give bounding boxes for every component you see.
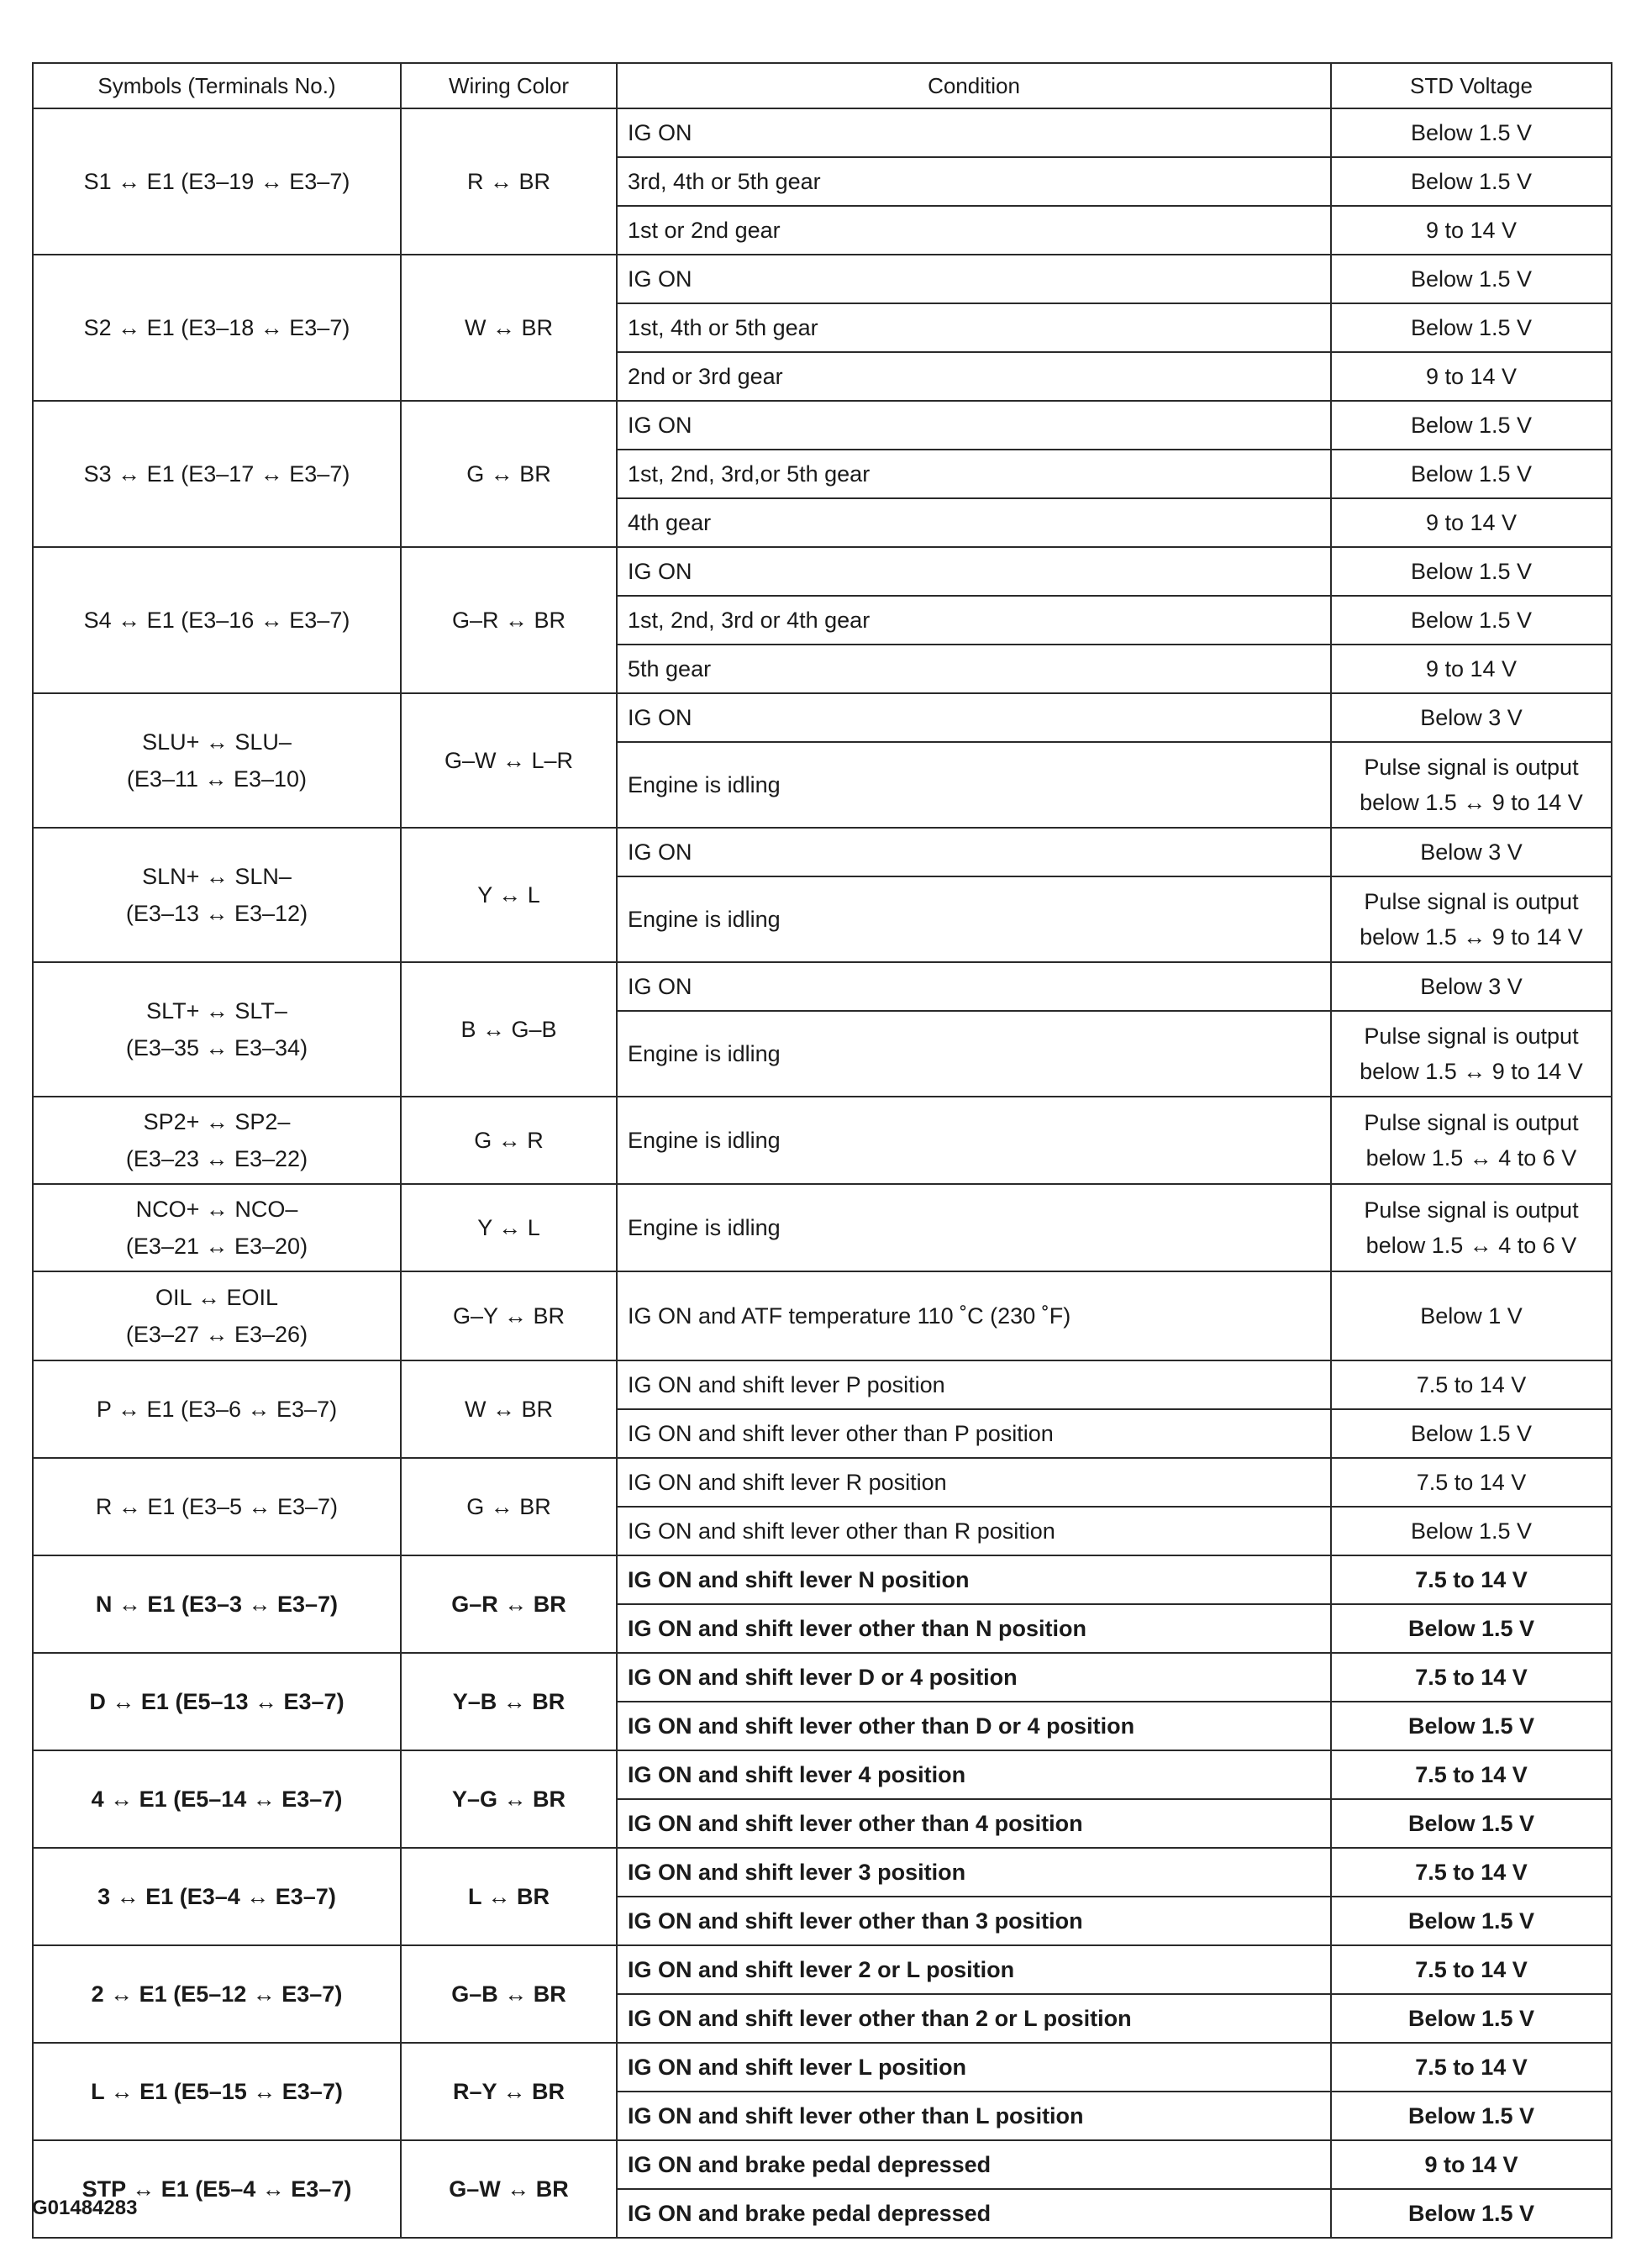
- table-row: [33, 1945, 1612, 1994]
- condition-cell: 4th gear: [617, 498, 1331, 547]
- condition-cell: Engine is idling: [617, 1011, 1331, 1097]
- symbol-cell: [33, 1653, 401, 1750]
- condition-cell: IG ON and shift lever P position: [617, 1360, 1331, 1409]
- symbol-line: (E3–23 ↔ E3–22): [125, 1146, 308, 1171]
- condition-cell: IG ON and shift lever other than N position: [617, 1604, 1331, 1653]
- symbol-cell: [33, 1271, 401, 1360]
- condition-cell: IG ON: [617, 693, 1331, 742]
- symbol-line: R ↔ E1 (E3–5 ↔ E3–7): [95, 1494, 339, 1519]
- symbol-cell: [33, 828, 401, 962]
- std-voltage-cell: 7.5 to 14 V: [1331, 1750, 1612, 1799]
- std-voltage-cell: [1331, 962, 1612, 1011]
- table-row: [33, 1360, 1612, 1409]
- condition-cell: IG ON and shift lever other than D or 4 position: [617, 1702, 1331, 1750]
- std-voltage-cell: Below 1.5 V: [1331, 547, 1612, 596]
- table-row: [33, 1271, 1612, 1360]
- condition-cell: Engine is idling: [617, 742, 1331, 828]
- symbol-line: (E3–11 ↔ E3–10): [126, 766, 308, 792]
- wiring-color-cell: G ↔ R: [401, 1097, 617, 1184]
- symbol-line: SLU+ ↔ SLU–: [142, 729, 292, 755]
- symbol-line: SLN+ ↔ SLN–: [142, 864, 292, 889]
- symbol-cell: [33, 1184, 401, 1271]
- std-voltage-cell: 7.5 to 14 V: [1331, 1360, 1612, 1409]
- symbol-cell: [33, 1945, 401, 2043]
- voltage-line: Below 3 V: [1420, 839, 1523, 865]
- std-voltage-cell: 7.5 to 14 V: [1331, 2043, 1612, 2092]
- symbol-cell: [33, 1360, 401, 1458]
- header-condition: Condition: [617, 63, 1331, 108]
- condition-cell: IG ON: [617, 962, 1331, 1011]
- wiring-color-cell: G ↔ BR: [401, 1458, 617, 1555]
- std-voltage-cell: Below 1.5 V: [1331, 450, 1612, 498]
- std-voltage-cell: [1331, 693, 1612, 742]
- std-voltage-cell: 7.5 to 14 V: [1331, 1458, 1612, 1507]
- table-row: [33, 1458, 1612, 1507]
- condition-cell: Engine is idling: [617, 1184, 1331, 1271]
- voltage-line: Pulse signal is output: [1364, 889, 1579, 914]
- std-voltage-cell: Below 1.5 V: [1331, 1507, 1612, 1555]
- std-voltage-cell: Below 1.5 V: [1331, 1604, 1612, 1653]
- wiring-color-cell: W ↔ BR: [401, 1360, 617, 1458]
- std-voltage-cell: [1331, 876, 1612, 962]
- symbol-line: (E3–21 ↔ E3–20): [125, 1234, 308, 1259]
- symbol-line: N ↔ E1 (E3–3 ↔ E3–7): [95, 1592, 339, 1617]
- table-row: [33, 401, 1612, 450]
- symbol-cell: [33, 1848, 401, 1945]
- condition-cell: Engine is idling: [617, 876, 1331, 962]
- symbol-line: 2 ↔ E1 (E5–12 ↔ E3–7): [91, 1981, 343, 2007]
- std-voltage-cell: [1331, 742, 1612, 828]
- std-voltage-cell: Below 1.5 V: [1331, 1702, 1612, 1750]
- condition-cell: IG ON: [617, 255, 1331, 303]
- wiring-color-cell: R–Y ↔ BR: [401, 2043, 617, 2140]
- symbol-line: (E3–13 ↔ E3–12): [125, 901, 308, 926]
- symbol-line: (E3–27 ↔ E3–26): [125, 1322, 308, 1347]
- table-row: [33, 2043, 1612, 2092]
- table-row: [33, 108, 1612, 157]
- table-row: [33, 1750, 1612, 1799]
- std-voltage-cell: Below 1.5 V: [1331, 1799, 1612, 1848]
- wiring-color-cell: G–W ↔ BR: [401, 2140, 617, 2238]
- condition-cell: 1st or 2nd gear: [617, 206, 1331, 255]
- symbol-cell: [33, 255, 401, 401]
- std-voltage-cell: Below 1.5 V: [1331, 1409, 1612, 1458]
- std-voltage-cell: 9 to 14 V: [1331, 352, 1612, 401]
- condition-cell: IG ON and shift lever other than 4 position: [617, 1799, 1331, 1848]
- table-row: [33, 2140, 1612, 2189]
- figure-code: G01484283: [32, 2197, 138, 2219]
- wiring-color-cell: G ↔ BR: [401, 401, 617, 547]
- table-row: [33, 1555, 1612, 1604]
- symbol-cell: [33, 1097, 401, 1184]
- voltage-line: below 1.5 ↔ 9 to 14 V: [1360, 924, 1583, 950]
- symbol-line: (E3–35 ↔ E3–34): [125, 1035, 308, 1060]
- symbol-cell: [33, 693, 401, 828]
- std-voltage-cell: Below 1.5 V: [1331, 1994, 1612, 2043]
- wiring-color-cell: L ↔ BR: [401, 1848, 617, 1945]
- std-voltage-cell: Below 1.5 V: [1331, 108, 1612, 157]
- condition-cell: IG ON: [617, 108, 1331, 157]
- table-body: [33, 108, 1612, 2238]
- table-row: [33, 547, 1612, 596]
- symbol-line: NCO+ ↔ NCO–: [135, 1197, 298, 1222]
- std-voltage-cell: [1331, 828, 1612, 876]
- condition-cell: IG ON and shift lever other than 3 position: [617, 1897, 1331, 1945]
- symbol-line: 4 ↔ E1 (E5–14 ↔ E3–7): [91, 1787, 343, 1812]
- std-voltage-cell: Below 1.5 V: [1331, 2092, 1612, 2140]
- symbol-cell: [33, 2140, 401, 2238]
- symbol-line: S1 ↔ E1 (E3–19 ↔ E3–7): [83, 169, 350, 194]
- std-voltage-cell: 7.5 to 14 V: [1331, 1945, 1612, 1994]
- condition-cell: 5th gear: [617, 645, 1331, 693]
- condition-cell: IG ON: [617, 828, 1331, 876]
- std-voltage-cell: Below 1.5 V: [1331, 303, 1612, 352]
- wiring-color-cell: G–W ↔ L–R: [401, 693, 617, 828]
- table-row: [33, 828, 1612, 876]
- std-voltage-cell: [1331, 1097, 1612, 1184]
- std-voltage-cell: 7.5 to 14 V: [1331, 1555, 1612, 1604]
- std-voltage-cell: Below 1.5 V: [1331, 2189, 1612, 2238]
- condition-cell: IG ON: [617, 401, 1331, 450]
- table-header-row: [33, 63, 1612, 108]
- wiring-color-cell: Y–B ↔ BR: [401, 1653, 617, 1750]
- voltage-spec-table: [32, 62, 1612, 2239]
- voltage-line: Below 3 V: [1420, 705, 1523, 730]
- std-voltage-cell: Below 1.5 V: [1331, 596, 1612, 645]
- symbol-line: 3 ↔ E1 (E3–4 ↔ E3–7): [97, 1884, 336, 1909]
- condition-cell: IG ON and shift lever other than 2 or L position: [617, 1994, 1331, 2043]
- header-symbols: Symbols (Terminals No.): [33, 63, 401, 108]
- wiring-color-cell: W ↔ BR: [401, 255, 617, 401]
- std-voltage-cell: [1331, 1271, 1612, 1360]
- condition-cell: IG ON and shift lever N position: [617, 1555, 1331, 1604]
- symbol-cell: [33, 1458, 401, 1555]
- wiring-color-cell: G–Y ↔ BR: [401, 1271, 617, 1360]
- condition-cell: 1st, 2nd, 3rd or 4th gear: [617, 596, 1331, 645]
- condition-cell: IG ON and shift lever 3 position: [617, 1848, 1331, 1897]
- header-wiring-color: Wiring Color: [401, 63, 617, 108]
- table-row: [33, 962, 1612, 1011]
- symbol-line: P ↔ E1 (E3–6 ↔ E3–7): [96, 1397, 338, 1422]
- wiring-color-cell: G–B ↔ BR: [401, 1945, 617, 2043]
- symbol-line: SP2+ ↔ SP2–: [143, 1109, 291, 1134]
- table-row: [33, 1184, 1612, 1271]
- condition-cell: IG ON and brake pedal depressed: [617, 2140, 1331, 2189]
- voltage-line: Pulse signal is output: [1364, 1110, 1579, 1135]
- voltage-line: below 1.5 ↔ 4 to 6 V: [1365, 1233, 1577, 1258]
- table-row: [33, 693, 1612, 742]
- wiring-color-cell: G–R ↔ BR: [401, 547, 617, 693]
- std-voltage-cell: 7.5 to 14 V: [1331, 1848, 1612, 1897]
- table-row: [33, 1653, 1612, 1702]
- table-row: [33, 255, 1612, 303]
- symbol-line: OIL ↔ EOIL: [155, 1285, 279, 1310]
- symbol-line: STP ↔ E1 (E5–4 ↔ E3–7): [82, 2176, 352, 2202]
- std-voltage-cell: Below 1.5 V: [1331, 157, 1612, 206]
- symbol-line: S3 ↔ E1 (E3–17 ↔ E3–7): [83, 461, 350, 487]
- symbol-line: S2 ↔ E1 (E3–18 ↔ E3–7): [83, 315, 350, 340]
- wiring-color-cell: G–R ↔ BR: [401, 1555, 617, 1653]
- voltage-line: Pulse signal is output: [1364, 1023, 1579, 1049]
- std-voltage-cell: 9 to 14 V: [1331, 645, 1612, 693]
- voltage-line: Pulse signal is output: [1364, 755, 1579, 780]
- condition-cell: IG ON and shift lever L position: [617, 2043, 1331, 2092]
- std-voltage-cell: 7.5 to 14 V: [1331, 1653, 1612, 1702]
- voltage-line: Pulse signal is output: [1364, 1197, 1579, 1223]
- header-std-voltage: STD Voltage: [1331, 63, 1612, 108]
- symbol-cell: [33, 1555, 401, 1653]
- symbol-cell: [33, 547, 401, 693]
- condition-cell: IG ON and shift lever D or 4 position: [617, 1653, 1331, 1702]
- condition-cell: IG ON and shift lever other than L position: [617, 2092, 1331, 2140]
- condition-cell: IG ON and shift lever R position: [617, 1458, 1331, 1507]
- symbol-line: SLT+ ↔ SLT–: [146, 998, 287, 1023]
- symbol-cell: [33, 401, 401, 547]
- wiring-color-cell: R ↔ BR: [401, 108, 617, 255]
- symbol-cell: [33, 962, 401, 1097]
- condition-cell: 3rd, 4th or 5th gear: [617, 157, 1331, 206]
- wiring-color-cell: Y ↔ L: [401, 1184, 617, 1271]
- std-voltage-cell: [1331, 1011, 1612, 1097]
- symbol-cell: [33, 1750, 401, 1848]
- condition-cell: IG ON and brake pedal depressed: [617, 2189, 1331, 2238]
- condition-cell: IG ON and shift lever other than R position: [617, 1507, 1331, 1555]
- condition-cell: 1st, 2nd, 3rd,or 5th gear: [617, 450, 1331, 498]
- wiring-color-cell: Y ↔ L: [401, 828, 617, 962]
- table-row: [33, 1848, 1612, 1897]
- table-row: [33, 1097, 1612, 1184]
- std-voltage-cell: Below 1.5 V: [1331, 401, 1612, 450]
- std-voltage-cell: 9 to 14 V: [1331, 206, 1612, 255]
- voltage-line: below 1.5 ↔ 9 to 14 V: [1360, 790, 1583, 815]
- condition-cell: 1st, 4th or 5th gear: [617, 303, 1331, 352]
- condition-cell: IG ON and shift lever 2 or L position: [617, 1945, 1331, 1994]
- condition-cell: Engine is idling: [617, 1097, 1331, 1184]
- voltage-spec-table-container: [32, 62, 1611, 2239]
- symbol-cell: [33, 2043, 401, 2140]
- std-voltage-cell: 9 to 14 V: [1331, 2140, 1612, 2189]
- condition-cell: 2nd or 3rd gear: [617, 352, 1331, 401]
- voltage-line: Below 3 V: [1420, 974, 1523, 999]
- condition-cell: IG ON and shift lever 4 position: [617, 1750, 1331, 1799]
- std-voltage-cell: Below 1.5 V: [1331, 1897, 1612, 1945]
- voltage-line: below 1.5 ↔ 4 to 6 V: [1365, 1145, 1577, 1171]
- std-voltage-cell: Below 1.5 V: [1331, 255, 1612, 303]
- std-voltage-cell: 9 to 14 V: [1331, 498, 1612, 547]
- std-voltage-cell: [1331, 1184, 1612, 1271]
- symbol-cell: [33, 108, 401, 255]
- condition-cell: IG ON and shift lever other than P position: [617, 1409, 1331, 1458]
- wiring-color-cell: Y–G ↔ BR: [401, 1750, 617, 1848]
- symbol-line: S4 ↔ E1 (E3–16 ↔ E3–7): [83, 608, 350, 633]
- voltage-line: Below 1 V: [1420, 1303, 1523, 1329]
- wiring-color-cell: B ↔ G–B: [401, 962, 617, 1097]
- condition-cell: IG ON and ATF temperature 110 ˚C (230 ˚F): [617, 1271, 1331, 1360]
- symbol-line: L ↔ E1 (E5–15 ↔ E3–7): [91, 2079, 343, 2104]
- symbol-line: D ↔ E1 (E5–13 ↔ E3–7): [89, 1689, 345, 1714]
- condition-cell: IG ON: [617, 547, 1331, 596]
- voltage-line: below 1.5 ↔ 9 to 14 V: [1360, 1059, 1583, 1084]
